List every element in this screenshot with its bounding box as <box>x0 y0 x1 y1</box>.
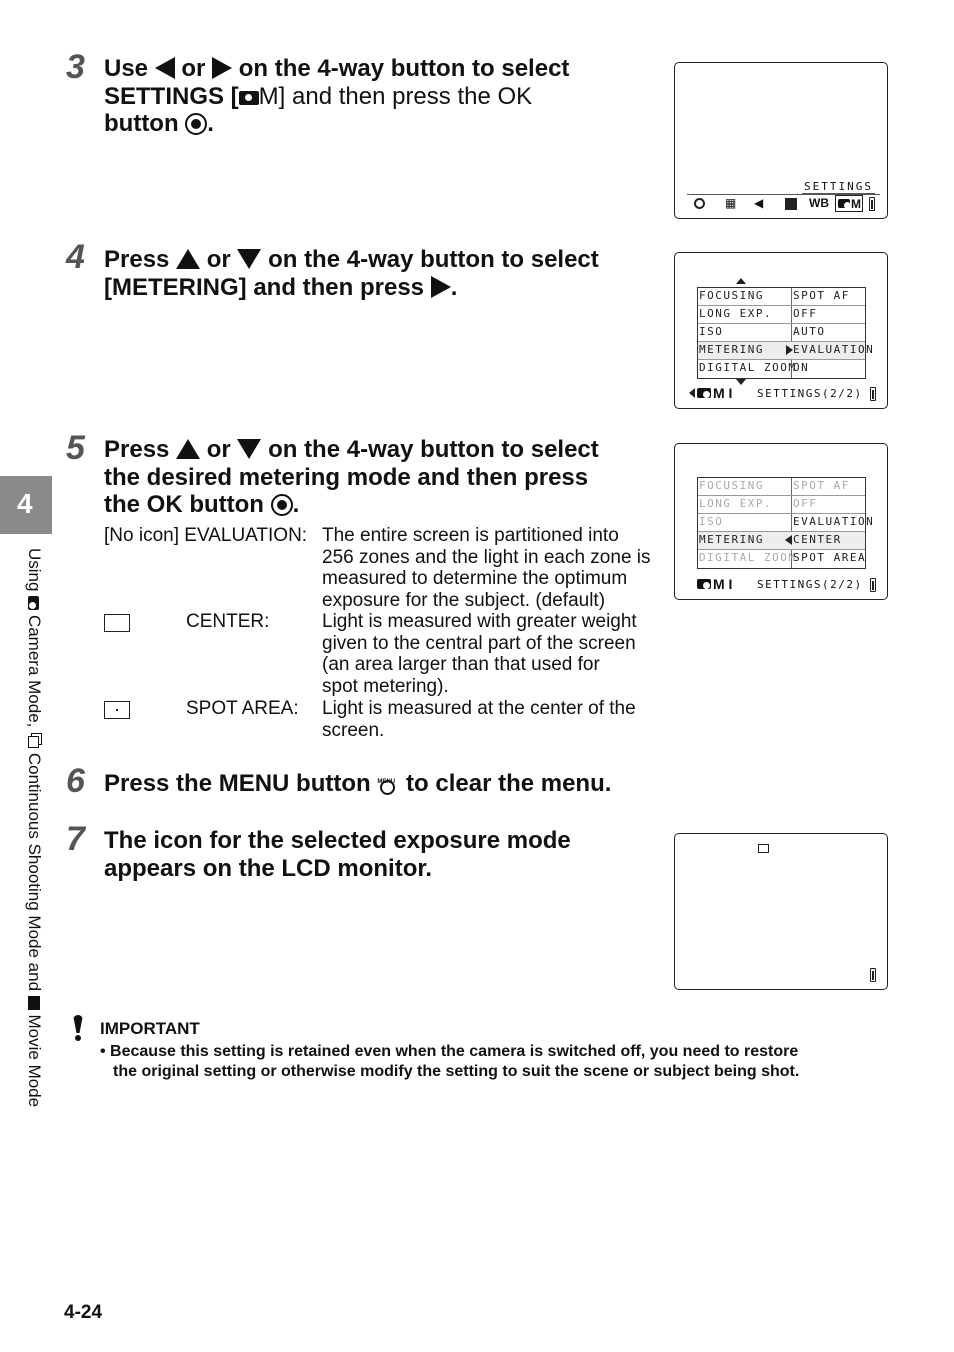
mode-evaluation-label <box>104 525 307 547</box>
menu-item-value: SPOT AREA <box>793 551 867 564</box>
menu-item-name: ISO <box>699 515 724 528</box>
menu-row-selected <box>698 342 875 360</box>
exposure-comp-icon <box>785 198 797 210</box>
down-arrow-icon <box>237 439 261 459</box>
mode-no-icon: [No icon] <box>104 525 179 546</box>
lcd-screen-settings <box>674 62 888 219</box>
step4-heading: Press or on the 4-way button to select [METERING] and then press . <box>104 246 599 301</box>
spot-dot <box>116 709 118 711</box>
menu-row-selected <box>698 532 865 550</box>
chapter-tab <box>0 476 52 534</box>
lcd-icon-bar <box>687 194 880 214</box>
menu-item-name: LONG EXP. <box>699 307 773 320</box>
step5-heading: Press or on the 4-way button to select the desired metering mode and then press the OK button . <box>104 436 674 519</box>
menu-item-value: SPOT AF <box>793 479 850 492</box>
menu-item-value: EVALUATION <box>793 343 875 356</box>
step4-or: or <box>206 246 231 273</box>
menu-item-name: METERING <box>699 533 764 546</box>
menu-item-value: ON <box>793 361 810 374</box>
chapter-sidebar-text <box>24 548 44 1107</box>
menu-item-name: METERING <box>699 343 764 356</box>
step5-text: on the 4-way button to select <box>268 436 599 463</box>
desc-line: given to the central part of the screen <box>322 632 636 654</box>
step-number: 5 <box>66 429 85 467</box>
menu-row <box>698 306 865 324</box>
step3-line2a: SETTINGS [ <box>104 82 239 110</box>
mode-tab-label: M I <box>713 385 733 401</box>
menu-row <box>698 550 865 567</box>
quality-icon: ▦ <box>725 196 737 210</box>
menu-item-value: EVALUATION <box>793 515 875 528</box>
selector-left-icon <box>785 535 792 545</box>
menu-item-name: FOCUSING <box>699 479 764 492</box>
step3-use: Use <box>104 55 149 82</box>
battery-icon <box>870 578 876 592</box>
step3-line3: button <box>104 110 179 137</box>
lcd-footer <box>689 385 879 403</box>
mode-name: CENTER: <box>186 611 270 632</box>
center-metering-icon <box>104 614 130 632</box>
step4-line2: [METERING] and then press <box>104 273 425 301</box>
desc-line: measured to determine the optimum <box>322 568 628 590</box>
step5-line3: the OK button <box>104 491 264 518</box>
step3-text: on the 4-way button to select <box>238 55 570 82</box>
camera-icon <box>838 199 850 208</box>
desc-line: 256 zones and the light in each zone is <box>322 546 651 568</box>
menu-item-value: OFF <box>793 307 818 320</box>
menu-item-name: DIGITAL ZOOM <box>699 551 797 564</box>
lcd-footer-label: SETTINGS(2/2) <box>757 387 863 400</box>
menu-row <box>698 478 865 496</box>
right-arrow-icon <box>431 276 451 298</box>
left-arrow-icon <box>155 57 175 79</box>
menu-row <box>698 360 865 377</box>
sidebar-using: Using <box>25 548 44 592</box>
mode-tab-label: M I <box>713 576 733 592</box>
menu-item-value: CENTER <box>793 533 842 546</box>
desc-line: spot metering). <box>322 676 449 698</box>
mode-name: SPOT AREA: <box>186 698 299 719</box>
step-number: 7 <box>66 820 85 858</box>
mode-name: EVALUATION: <box>184 525 308 546</box>
menu-row <box>698 514 875 532</box>
selector-right-icon <box>786 345 793 355</box>
continuous-shooting-icon <box>28 736 39 748</box>
desc-line: screen. <box>322 719 385 741</box>
up-arrow-icon <box>176 439 200 459</box>
menu-row <box>698 496 865 514</box>
lcd-screen-result <box>674 833 888 990</box>
sidebar-camera-mode: Camera Mode, <box>25 614 44 728</box>
mode-spot-desc <box>322 698 667 741</box>
step7-heading <box>104 827 664 882</box>
right-arrow-icon <box>212 57 232 79</box>
warning-dot <box>75 1035 81 1041</box>
step4-text: on the 4-way button to select <box>268 246 599 273</box>
menu-button-icon <box>377 771 399 797</box>
menu-item-value: AUTO <box>793 325 826 338</box>
menu-item-name: DIGITAL ZOOM <box>699 361 797 374</box>
menu-row <box>698 288 865 306</box>
menu-icon-label: MENU <box>377 779 396 785</box>
settings-m-label: M <box>851 197 861 211</box>
desc-line: Light is measured at the center of the <box>322 698 636 719</box>
menu-table <box>697 287 875 379</box>
menu-item-name: ISO <box>699 325 724 338</box>
spot-metering-icon <box>104 701 130 719</box>
step6-after: to clear the menu. <box>406 770 612 797</box>
menu-item-value: SPOT AF <box>793 289 850 302</box>
desc-line: The entire screen is partitioned into <box>322 525 619 546</box>
step6-heading <box>104 770 684 798</box>
chapter-number: 4 <box>17 488 33 519</box>
up-arrow-icon <box>176 249 200 269</box>
center-metering-indicator-icon <box>758 844 769 853</box>
settings-tab-selected <box>835 195 863 212</box>
down-arrow-icon <box>237 249 261 269</box>
battery-icon <box>870 387 876 401</box>
mode-center-desc <box>322 611 667 698</box>
camera-icon <box>697 388 711 398</box>
step7-line1: The icon for the selected exposure mode <box>104 827 571 854</box>
lcd-settings-label: SETTINGS <box>804 180 873 193</box>
step4-press: Press <box>104 246 170 273</box>
step-number: 3 <box>66 48 85 86</box>
camera-icon <box>28 596 39 610</box>
self-timer-icon <box>694 198 705 209</box>
step5-line2: the desired metering mode and then press <box>104 463 589 491</box>
menu-table <box>697 477 875 569</box>
step5-press: Press <box>104 436 170 463</box>
step6-before: Press the MENU button <box>104 770 371 797</box>
desc-line: exposure for the subject. (default) <box>322 590 606 612</box>
lcd-screen-metering-menu <box>674 252 888 409</box>
movie-icon <box>28 996 40 1010</box>
menu-row <box>698 324 865 342</box>
menu-item-value: OFF <box>793 497 818 510</box>
desc-line: (an area larger than that used for <box>322 654 600 676</box>
camera-icon <box>239 91 259 105</box>
scroll-up-icon <box>736 278 746 284</box>
wb-icon: WB <box>809 196 829 210</box>
ok-button-icon <box>185 113 207 135</box>
sidebar-movie-mode: Movie Mode <box>25 1014 44 1108</box>
mode-evaluation-desc <box>322 525 667 612</box>
camera-icon <box>697 579 711 589</box>
desc-line: Light is measured with greater weight <box>322 611 637 632</box>
warning-bar <box>73 1015 83 1033</box>
menu-item-name: FOCUSING <box>699 289 764 302</box>
step7-line2: appears on the LCD monitor. <box>104 854 433 882</box>
important-title: IMPORTANT <box>100 1019 200 1038</box>
menu-item-name: LONG EXP. <box>699 497 773 510</box>
step5-or: or <box>206 436 231 463</box>
page-number: 4-24 <box>64 1302 103 1323</box>
lcd-screen-metering-options <box>674 443 888 600</box>
sidebar-continuous: Continuous Shooting Mode and <box>25 752 44 992</box>
battery-icon <box>870 968 876 982</box>
step-number: 6 <box>66 762 85 800</box>
important-bullet: • Because this setting is retained even when the camera is switched off, you need to restore the original setting or otherwise modify the setting to suit the scene or subject being shot. <box>100 1042 900 1082</box>
lcd-footer-label: SETTINGS(2/2) <box>757 578 863 591</box>
flash-icon: ◀ <box>754 196 764 210</box>
step3-heading: Use or on the 4-way button to select SETTINGS [ M] and then press the OK button . <box>104 55 570 137</box>
battery-icon <box>869 197 875 211</box>
warning-icon <box>72 1015 84 1041</box>
important-text-2: the original setting or otherwise modify the setting to suit the scene or subject being shot. <box>113 1063 800 1080</box>
important-text-1: Because this setting is retained even when the camera is switched off, you need to restore <box>110 1043 799 1060</box>
step3-line2b: M] and then press the OK <box>258 82 533 110</box>
tab-left-icon <box>689 388 695 398</box>
ok-button-icon <box>271 494 293 516</box>
lcd-footer <box>689 576 879 594</box>
step3-or: or <box>181 55 206 82</box>
step-number: 4 <box>66 238 85 276</box>
